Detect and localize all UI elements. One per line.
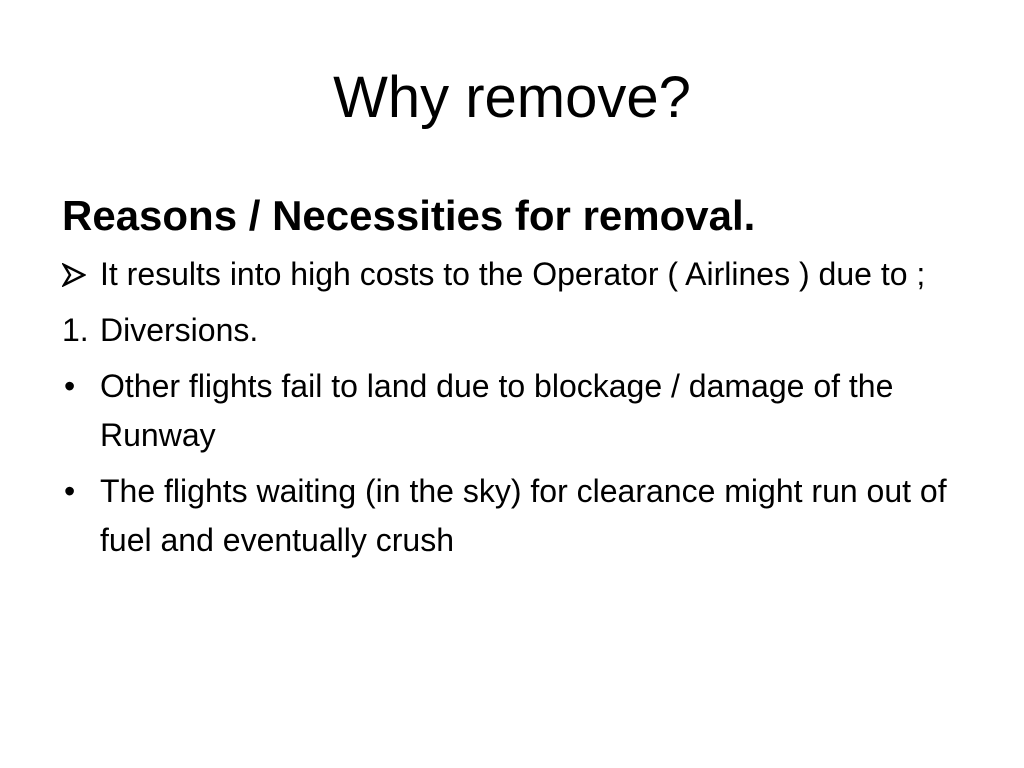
list-item <box>62 362 972 460</box>
list-item-text: Other flights fail to land due to blockage / damage of the Runway <box>100 368 894 453</box>
list-item <box>62 250 972 299</box>
bullet-icon: • <box>64 473 76 509</box>
list-item <box>62 306 972 355</box>
list-number: 1. <box>62 312 89 348</box>
list-item <box>62 467 972 565</box>
list-item-text: It results into high costs to the Operator ( Airlines ) due to ; <box>100 256 926 292</box>
list-item-text: The flights waiting (in the sky) for clearance might run out of fuel and eventually crush <box>100 473 947 558</box>
section-heading: Reasons / Necessities for removal. <box>62 192 756 239</box>
bullet-icon: • <box>64 368 76 404</box>
slide-title: Why remove? <box>333 65 691 130</box>
arrow-bullet-icon <box>62 250 100 299</box>
slide-body <box>62 188 972 572</box>
list-item-text: Diversions. <box>100 312 259 348</box>
